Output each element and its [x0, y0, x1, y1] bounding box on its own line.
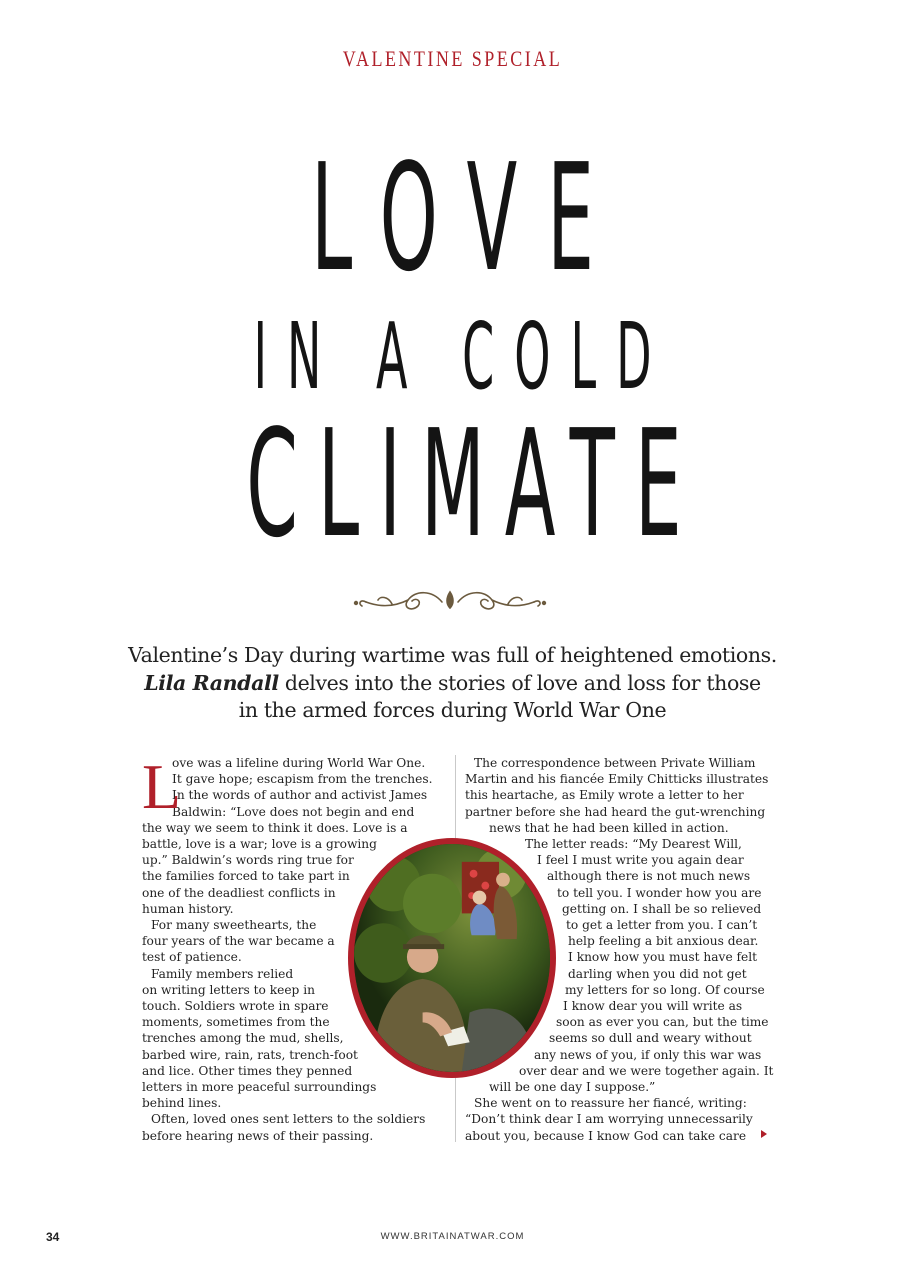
body-line: It gave hope; escapism from the trenches. [172, 772, 433, 787]
body-line: battle, love is a war; love is a growing [142, 837, 377, 852]
standfirst-line-2 [120, 670, 785, 698]
body-line: four years of the war became a [142, 934, 335, 949]
body-line: help feeling a bit anxious dear. [568, 934, 759, 949]
website-url: WWW.BRITAINATWAR.COM [380, 1231, 525, 1242]
standfirst [120, 642, 785, 725]
body-line: soon as ever you can, but the time [556, 1015, 769, 1030]
body-line: The correspondence between Private William [474, 756, 756, 770]
body-line: over dear and we were together again. It [519, 1063, 774, 1078]
body-line: any news of you, if only this war was [534, 1047, 762, 1062]
body-line: getting on. I shall be so relieved [562, 901, 762, 916]
body-line: Baldwin: “Love does not begin and end [172, 804, 415, 819]
headline-line-3: CLIMATE [246, 398, 702, 570]
standfirst-line-1: Valentine’s Day during wartime was full of heightened emotions. [128, 643, 777, 667]
body-line: will be one day I suppose.” [489, 1080, 656, 1095]
body-line: I feel I must write you again dear [537, 853, 744, 868]
headline-line-1: LOVE [311, 132, 624, 304]
body-line: barbed wire, rain, rats, trench-foot [142, 1047, 358, 1062]
body-line: to tell you. I wonder how you are [557, 885, 762, 900]
headline-line-2: IN A COLD [253, 303, 672, 410]
section-label: VALENTINE SPECIAL [342, 46, 563, 71]
page-number: 34 [46, 1230, 60, 1244]
body-line: touch. Soldiers wrote in spare [142, 999, 329, 1014]
body-line: Martin and his fiancée Emily Chitticks illustrates [465, 772, 769, 787]
body-line: on writing letters to keep in [142, 982, 315, 997]
body-line: one of the deadliest conflicts in [142, 885, 336, 900]
standfirst-line-3: in the armed forces during World War One [238, 698, 667, 722]
body-line: although there is not much news [547, 869, 751, 884]
body-line: ove was a lifeline during World War One. [172, 756, 426, 770]
body-line: trenches among the mud, shells, [142, 1031, 344, 1046]
body-line: I know how you must have felt [568, 950, 758, 965]
body-line: to get a letter from you. I can’t [566, 918, 758, 933]
standfirst-line-2-rest: delves into the stories of love and loss for those [278, 670, 761, 695]
body-line: human history. [142, 901, 234, 916]
body-line: “Don’t think dear I am worrying unnecessarily [465, 1112, 753, 1127]
body-line: and lice. Other times they penned [142, 1063, 353, 1078]
soldier-dreaming-illustration [348, 838, 556, 1078]
body-line: news that he had been killed in action. [489, 820, 729, 835]
continue-arrow-icon [761, 1130, 767, 1138]
author-name: Lila Randall [144, 670, 279, 695]
body-line: In the words of author and activist James [172, 788, 428, 803]
body-line: partner before she had heard the gut-wrenching [465, 804, 766, 819]
body-line: test of patience. [142, 950, 242, 965]
body-line: this heartache, as Emily wrote a letter to her [465, 788, 744, 803]
body-line: my letters for so long. Of course [565, 982, 765, 997]
body-line: For many sweethearts, the [151, 918, 317, 933]
body-line: She went on to reassure her fiancé, writing: [474, 1096, 747, 1111]
body-line: I know dear you will write as [563, 999, 743, 1014]
body-line: about you, because I know God can take care [465, 1128, 747, 1143]
body-line: darling when you did not get [568, 966, 747, 981]
drop-cap: L [142, 751, 182, 822]
body-line: Often, loved ones sent letters to the soldiers [151, 1112, 426, 1127]
body-line: before hearing news of their passing. [142, 1128, 374, 1143]
body-line: the way we seem to think it does. Love is a [142, 820, 408, 835]
body-line: up.” Baldwin’s words ring true for [142, 853, 354, 868]
body-line: Family members relied [151, 966, 294, 981]
flourish-ornament-icon [352, 586, 548, 614]
body-line: The letter reads: “My Dearest Will, [525, 837, 742, 852]
body-line: moments, sometimes from the [142, 1015, 330, 1030]
body-line: the families forced to take part in [142, 869, 350, 884]
body-line: seems so dull and weary without [549, 1031, 752, 1046]
body-line: behind lines. [142, 1096, 222, 1111]
body-line: letters in more peaceful surroundings [142, 1080, 377, 1095]
